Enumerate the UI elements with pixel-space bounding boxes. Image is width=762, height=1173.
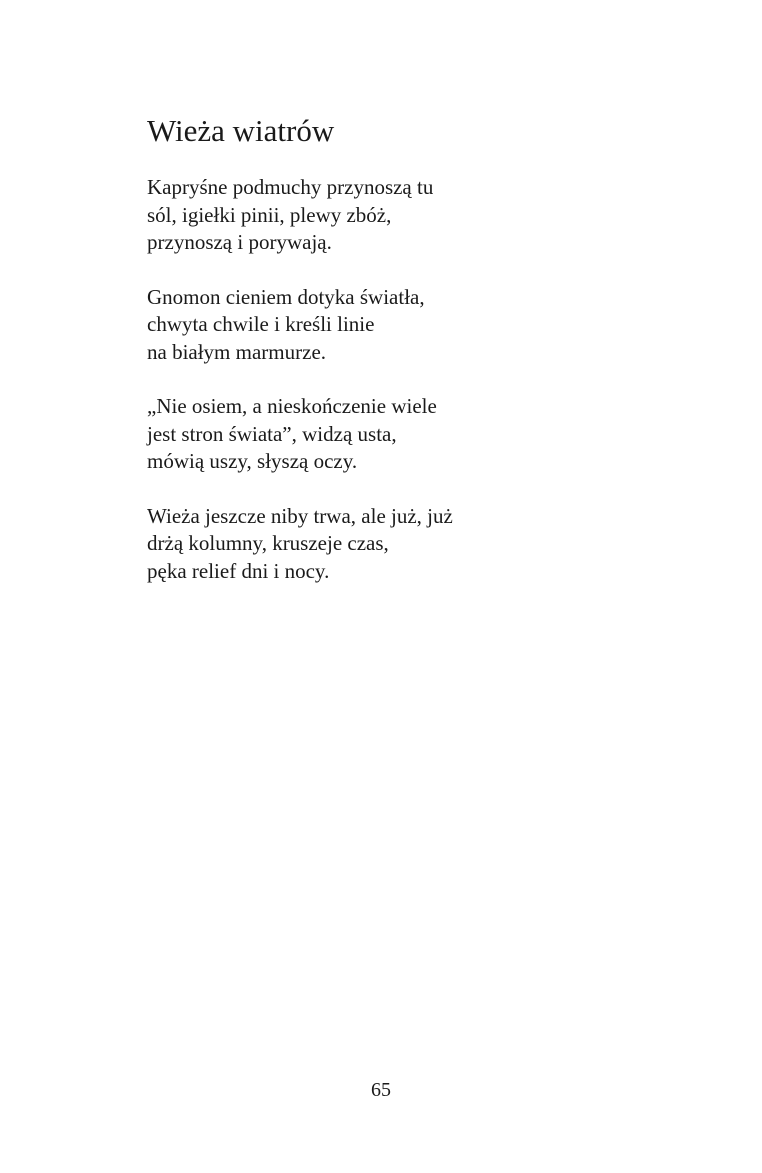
poem-line: przynoszą i porywają. xyxy=(147,230,332,254)
poem-title: Wieża wiatrów xyxy=(147,113,335,148)
poem-line: Wieża jeszcze niby trwa, ale już, już xyxy=(147,503,453,528)
poem-line: sól, igiełki pinii, plewy zbóż, xyxy=(147,202,392,227)
stanza-2 xyxy=(147,284,627,367)
poem-line: Kapryśne podmuchy przynoszą tu xyxy=(147,175,434,199)
stanza-1 xyxy=(147,174,627,257)
stanza-3 xyxy=(147,393,627,476)
poem-line: drżą kolumny, kruszeje czas, xyxy=(147,531,389,555)
poem-body xyxy=(147,174,627,612)
stanza-4 xyxy=(147,503,627,586)
poem-line: pęka relief dni i nocy. xyxy=(147,558,330,583)
page-number: 65 xyxy=(371,1079,391,1101)
poem-line: chwyta chwile i kreśli linie xyxy=(147,312,375,336)
poem-line: na białym marmurze. xyxy=(147,339,327,364)
poem-line: Gnomon cieniem dotyka światła, xyxy=(147,284,425,309)
poem-line: mówią uszy, słyszą oczy. xyxy=(147,449,358,473)
poem-line: jest stron świata”, widzą usta, xyxy=(147,421,397,446)
poem-line: „Nie osiem, a nieskończenie wiele xyxy=(147,394,437,418)
